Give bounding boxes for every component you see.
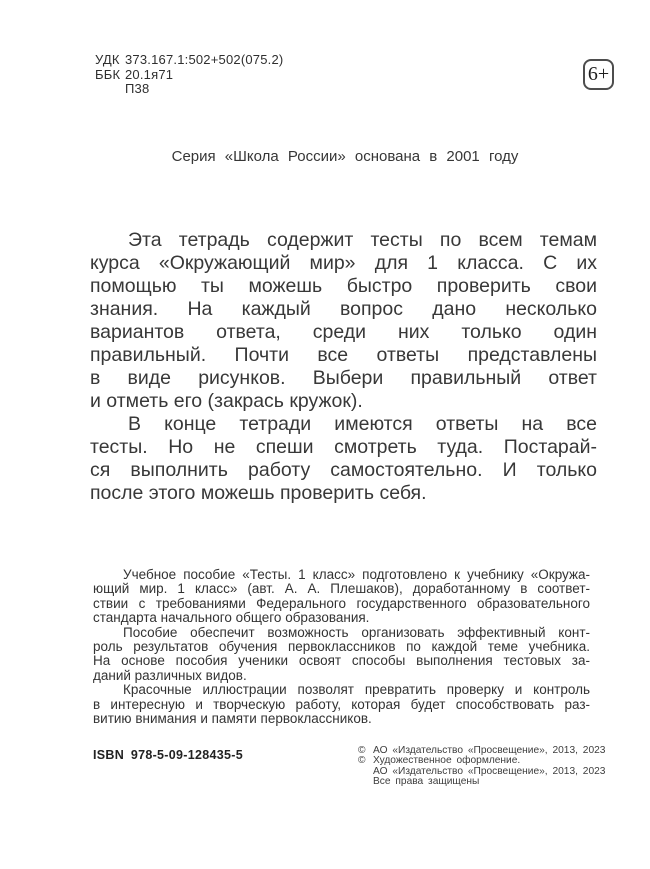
intro-text [90, 229, 597, 505]
bbk-row [95, 68, 283, 83]
text-line: и отметь его (закрась кружок). [90, 390, 363, 412]
copyright-symbol: © [358, 755, 366, 767]
text-line: ющий мир. 1 класс» (авт. А. А. Плешаков), доработанному в соответ- [93, 581, 590, 597]
udk-value: 373.167.1:502+502(075.2) [125, 52, 284, 67]
text-line: тесты. Но не спеши смотреть туда. Постарай- [90, 436, 597, 458]
text-line: Красочные иллюстрации позволят превратить проверку и контроль [123, 682, 590, 698]
paragraph [90, 229, 597, 413]
age-rating-label: 6+ [587, 63, 610, 85]
text-line: Пособие обеспечит возможность организовать эффективный конт- [123, 624, 590, 640]
paragraph [90, 413, 597, 505]
copyright-text: Все права защищены [373, 776, 480, 788]
text-line: В конце тетради имеются ответы на все [128, 413, 597, 435]
text-line: ствии с требованиями Федерального государственного образовательного [93, 595, 590, 611]
text-line: знания. На каждый вопрос дано несколько [90, 298, 597, 320]
udk-label: УДК [95, 52, 120, 67]
text-line: ся выполнить работу самостоятельно. И только [90, 459, 597, 481]
age-rating-badge [583, 59, 614, 90]
copyright-text: АО «Издательство «Просвещение», 2013, 2023 [373, 765, 606, 777]
copyright-symbol [358, 777, 373, 787]
paragraph [93, 683, 590, 726]
text-line: вариантов ответа, среди них только один [90, 321, 597, 343]
catalog-codes-block [95, 53, 283, 97]
author-sign: П38 [125, 81, 150, 97]
text-line: витию внимания и памяти первоклассников. [93, 710, 372, 726]
isbn-line: ISBN 978-5-09-128435-5 [93, 748, 243, 762]
text-line: Эта тетрадь содержит тесты по всем темам [128, 229, 597, 251]
text-line: курса «Окружающий мир» для 1 класса. С их [90, 252, 597, 274]
copyright-block [358, 746, 616, 787]
paragraph [93, 568, 590, 626]
annotation-text [93, 568, 590, 726]
text-line: даний различных видов. [93, 667, 247, 683]
text-line: в интересную и творческую работу, которая будет способствовать раз- [93, 696, 590, 712]
text-line: стандарта начального общего образования. [93, 610, 370, 626]
bbk-value: 20.1я71 [125, 66, 174, 82]
author-sign-row [95, 82, 283, 97]
text-line: после этого можешь проверить себя. [90, 482, 427, 504]
bbk-label: ББК [95, 66, 121, 82]
text-line: в виде рисунков. Выбери правильный ответ [90, 367, 597, 389]
copyright-symbol [358, 767, 373, 777]
text-line: правильный. Почти все ответы представлены [90, 344, 597, 366]
text-line: Учебное пособие «Тесты. 1 класс» подготовлено к учебнику «Окружа- [123, 567, 590, 582]
paragraph [93, 626, 590, 684]
series-note: Серия «Школа России» основана в 2001 году [171, 148, 519, 165]
text-line: роль результатов обучения первоклассников по каждой теме учебника. [93, 638, 590, 654]
copyright-symbol: © [358, 745, 366, 756]
text-line: На основе пособия ученики освоят способы выполнения тестовых за- [93, 653, 590, 669]
text-line: помощью ты можешь быстро проверить свои [90, 275, 597, 297]
copyright-text: Художественное оформление. [373, 755, 521, 767]
copyright-line [358, 777, 616, 787]
udk-row [95, 53, 283, 68]
copyright-text: АО «Издательство «Просвещение», 2013, 2023 [373, 745, 606, 756]
